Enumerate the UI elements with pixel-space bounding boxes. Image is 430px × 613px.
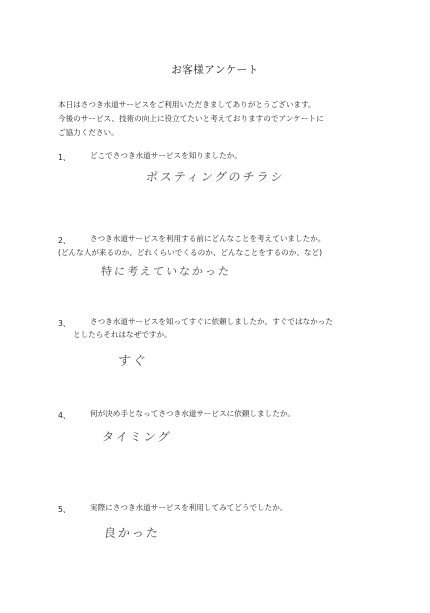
- question-5-answer: 良かった: [103, 526, 161, 540]
- question-4-text: 何が決め手となってさつき水道サービスに依頼しましたか。: [90, 409, 296, 418]
- question-5-number: 5、: [58, 505, 71, 514]
- question-1-answer: ポスティングのチラシ: [145, 170, 286, 184]
- question-3-text-line2: としたらそれはなぜですか。: [73, 330, 172, 339]
- question-2-answer: 特に考えていなかった: [100, 265, 232, 278]
- question-1-number: 1、: [58, 153, 71, 162]
- question-2-text-line2: (どんな人が来るのか、どれくらいでくるのか、どんなことをするのか、など): [58, 248, 323, 257]
- question-4-answer: タイミング: [101, 430, 173, 444]
- intro-line-3: ご協力ください。: [58, 128, 119, 137]
- question-3-number: 3、: [58, 319, 71, 328]
- question-1-text: どこでさつき水道サービスを知りましたか。: [90, 151, 242, 160]
- question-4-number: 4、: [58, 411, 71, 420]
- question-2-text: さつき水道サービスを利用する前にどんなことを考えていましたか。: [90, 234, 326, 243]
- intro-line-2: 今後のサービス、技術の向上に役立てたいと考えておりますのでアンケートに: [58, 114, 324, 123]
- intro-text: [58, 98, 388, 140]
- question-3-text: さつき水道サービスを知ってすぐに依頼しましたか。すぐではなかった: [90, 317, 333, 326]
- question-2-number: 2、: [58, 236, 71, 245]
- intro-line-1: 本日はさつき水道サービスをご利用いただきましてありがとうございます。: [58, 100, 316, 109]
- question-5-text: 実際にさつき水道サービスを利用してみてどうでしたか。: [90, 503, 288, 512]
- question-3-answer: すぐ: [117, 354, 149, 369]
- page-title: お客様アンケート: [171, 64, 259, 76]
